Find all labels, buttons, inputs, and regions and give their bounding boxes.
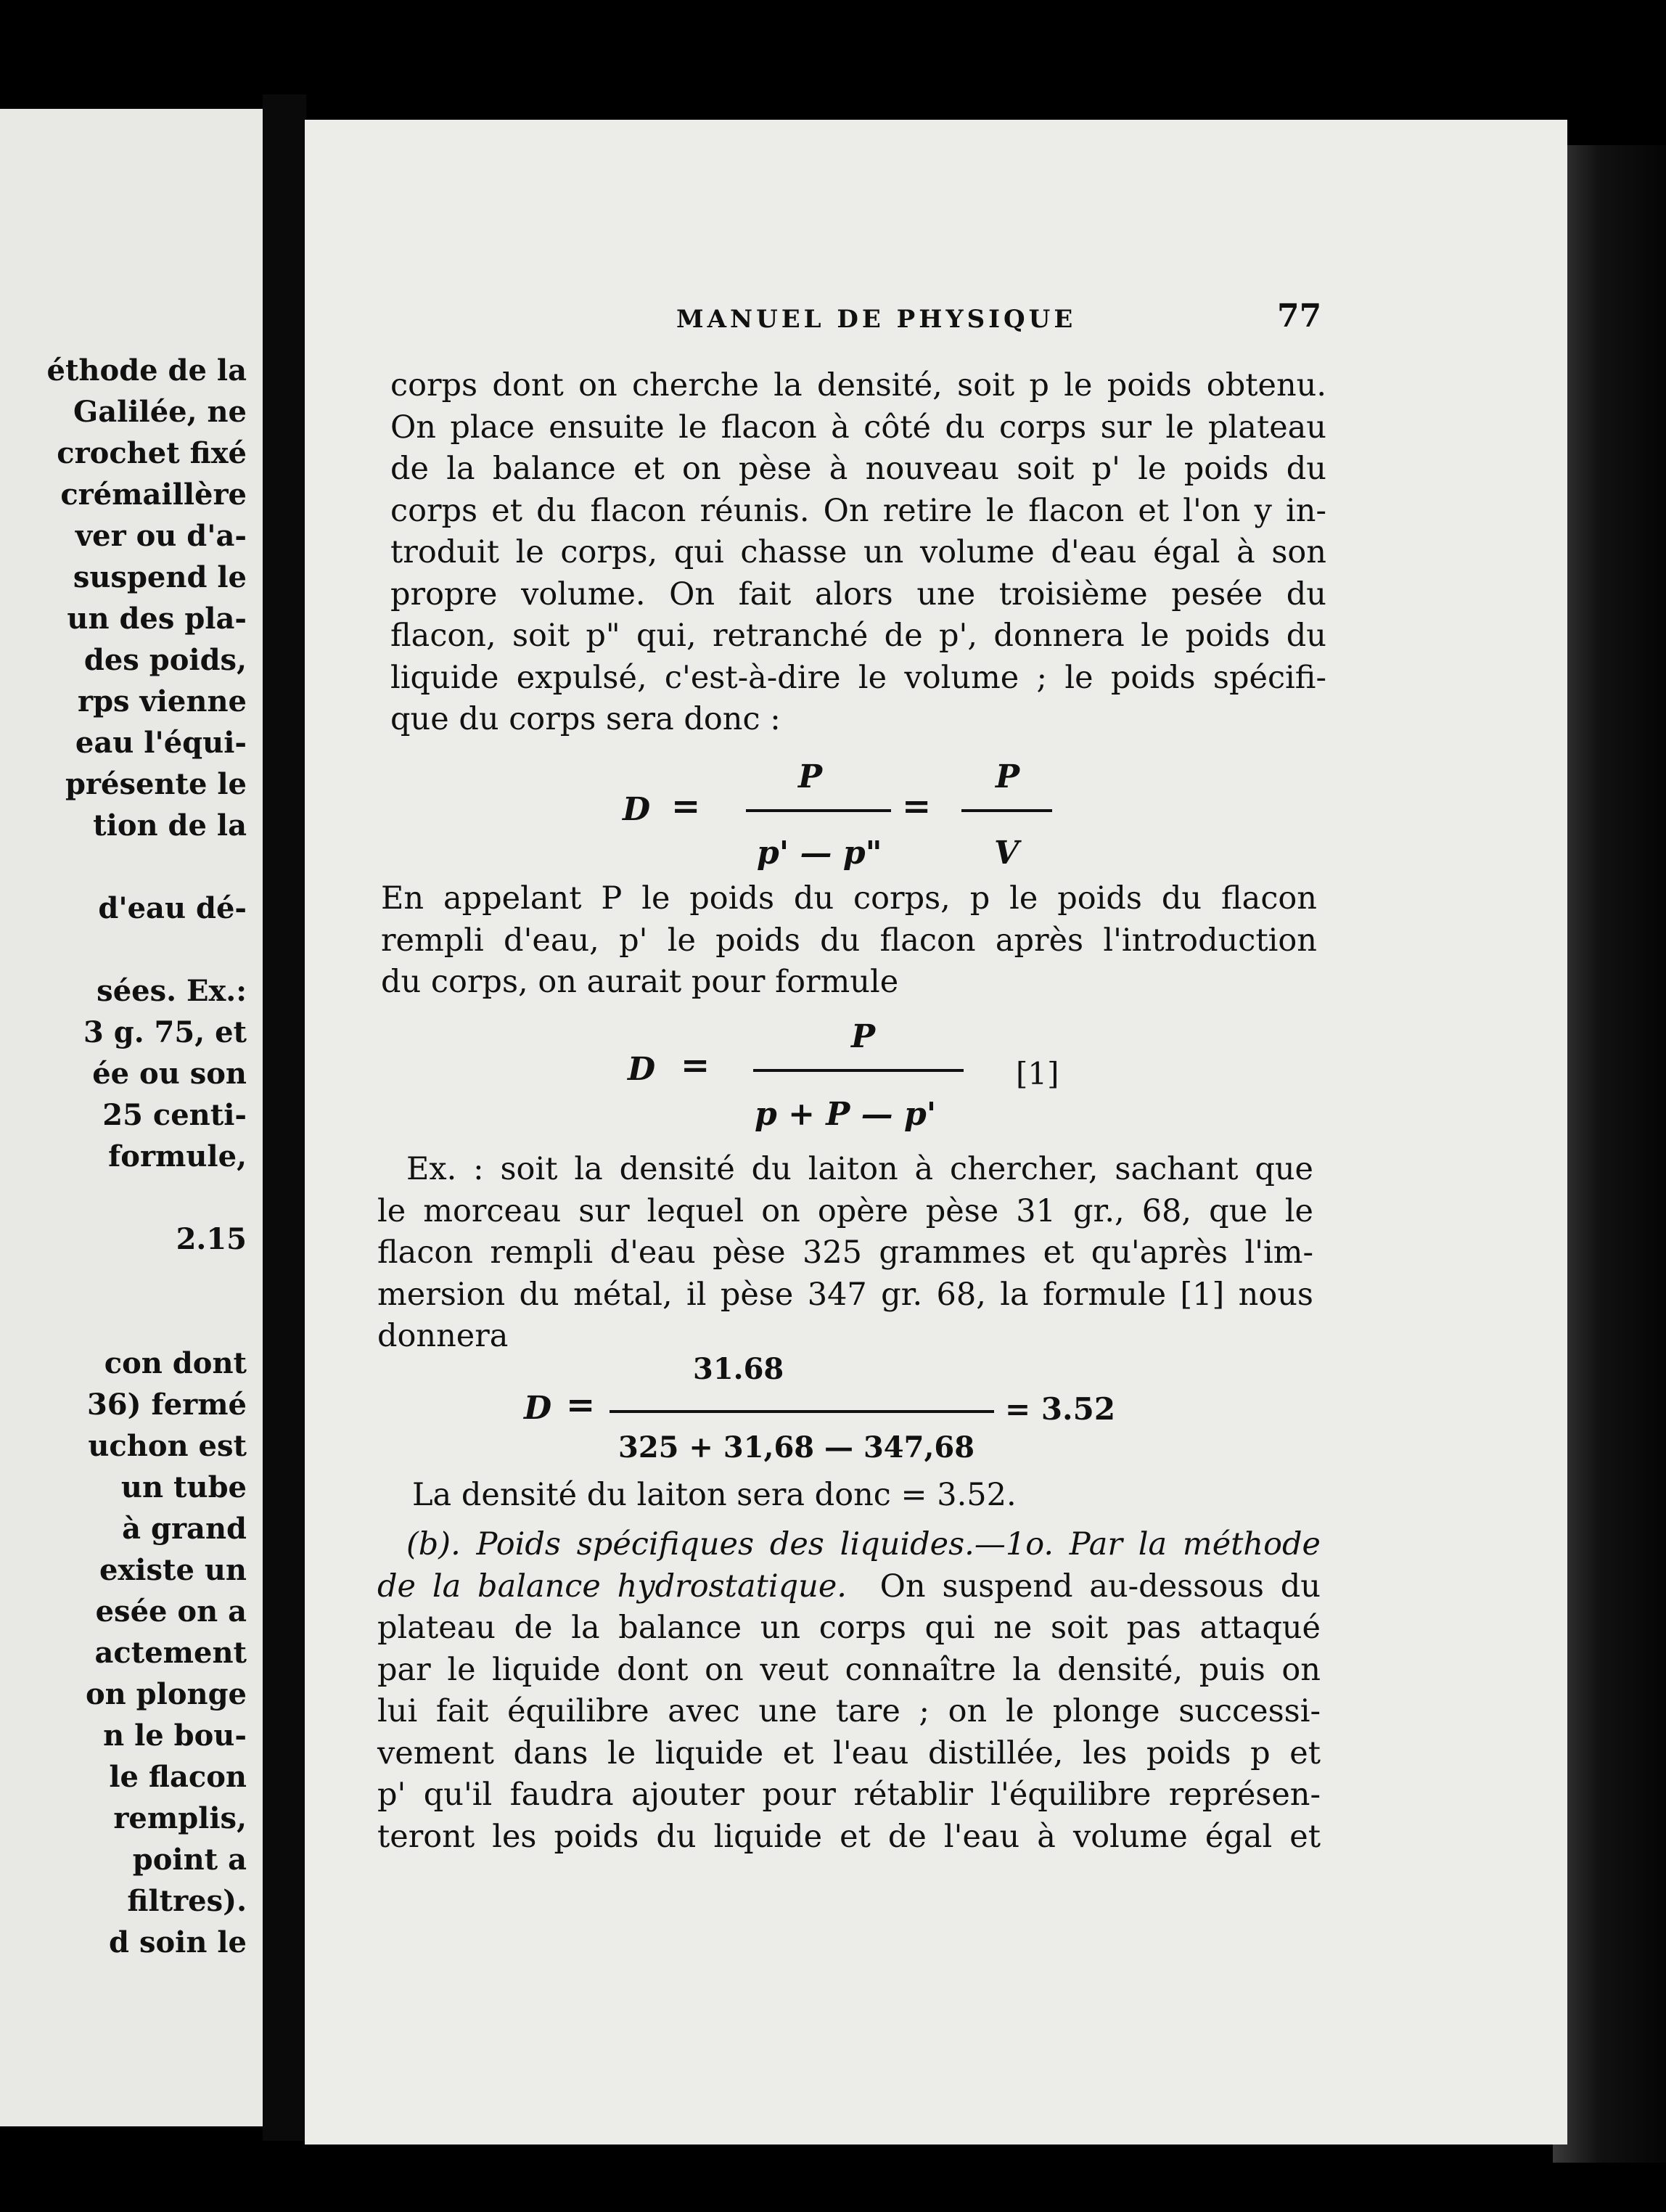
- left-page-line: uchon est: [88, 1429, 247, 1463]
- left-page-line: suspend le: [73, 560, 247, 594]
- left-page-line: point a: [132, 1843, 247, 1877]
- formula-lhs: D: [623, 791, 651, 828]
- text-line: corps et du flacon réunis. On retire le flacon et l'on y in-: [390, 492, 1326, 529]
- paragraph-1: [390, 365, 1326, 741]
- text-line: En appelant P le poids du corps, p le poids du flacon: [381, 880, 1317, 917]
- left-page-line: rps vienne: [78, 684, 247, 718]
- left-page-line: d'eau dé-: [98, 891, 247, 925]
- running-head: MANUEL DE PHYSIQUE: [676, 305, 1077, 334]
- left-page-line: filtres).: [127, 1884, 247, 1918]
- formula-equals: =: [566, 1385, 596, 1425]
- book-gutter: [263, 94, 306, 2141]
- text-line: de la balance et on pèse à nouveau soit p' le poids du: [390, 451, 1326, 487]
- fraction-bar: [753, 1069, 964, 1072]
- formula-result: = 3.52: [1005, 1391, 1116, 1427]
- conclusion-line: La densité du laiton sera donc = 3.52.: [412, 1477, 1017, 1513]
- left-page-line: un tube: [120, 1470, 247, 1504]
- left-page-line: à grand: [122, 1512, 247, 1546]
- text-line: donnera: [377, 1318, 509, 1354]
- left-page-line: Galilée, ne: [73, 395, 247, 429]
- text-line: p' qu'il faudra ajouter pour rétablir l'équilibre représen-: [377, 1777, 1321, 1813]
- left-page-line: eau l'équi-: [75, 726, 247, 760]
- left-page-line: remplis,: [113, 1801, 247, 1835]
- formula-equals: =: [681, 1045, 710, 1086]
- left-page-line: 3 g. 75, et: [83, 1015, 247, 1049]
- text-line: par le liquide dont on veut connaître la densité, puis on: [377, 1651, 1321, 1688]
- formula-numerator: P: [996, 758, 1020, 795]
- text-line: On place ensuite le flacon à côté du corps sur le plateau: [390, 409, 1326, 446]
- text-line: [377, 1566, 1321, 1608]
- page-number: 77: [1277, 298, 1322, 335]
- text-line: rempli d'eau, p' le poids du flacon après l'introduction: [381, 922, 1317, 959]
- text-line-rest: On suspend au-dessous du: [879, 1568, 1321, 1605]
- text-line: lui fait équilibre avec une tare ; on le plonge successi-: [377, 1693, 1321, 1729]
- text-line: liquide expulsé, c'est-à-dire le volume ; le poids spécifi-: [390, 659, 1326, 696]
- formula-denominator: p + P — p': [755, 1096, 937, 1133]
- text-line: flacon, soit p" qui, retranché de p', donnera le poids du: [390, 618, 1326, 654]
- formula-denominator: V: [994, 835, 1019, 872]
- text-line: plateau de la balance un corps qui ne soit pas attaqué: [377, 1610, 1321, 1646]
- fraction-bar: [610, 1410, 994, 1413]
- left-page-line: actement: [94, 1636, 247, 1670]
- fraction-bar: [746, 809, 891, 812]
- fraction-bar: [961, 809, 1052, 812]
- left-page-line: esée on a: [95, 1594, 247, 1629]
- left-page-line: des poids,: [83, 643, 247, 677]
- page-edge-right: [1553, 145, 1666, 2163]
- left-page-line: sées. Ex.:: [97, 974, 247, 1008]
- left-page-line: éthode de la: [46, 353, 247, 388]
- formula-lhs: D: [524, 1390, 552, 1427]
- left-page-line: tion de la: [93, 808, 247, 843]
- text-line: vement dans le liquide et l'eau distillée, les poids p et: [377, 1734, 1321, 1771]
- text-line: teront les poids du liquide et de l'eau à volume égal et: [377, 1818, 1321, 1855]
- left-page-line: 36) fermé: [86, 1388, 247, 1422]
- formula-lhs: D: [628, 1051, 656, 1088]
- main-page: [305, 120, 1567, 2145]
- text-line: troduit le corps, qui chasse un volume d'eau égal à son: [390, 534, 1326, 570]
- left-page-line: ver ou d'a-: [75, 519, 247, 553]
- left-page-line: existe un: [99, 1553, 247, 1587]
- formula-denominator: 325 + 31,68 — 347,68: [618, 1430, 975, 1465]
- left-page-line: 25 centi-: [102, 1098, 247, 1132]
- left-page-line: ée ou son: [92, 1057, 247, 1091]
- left-page-line: n le bou-: [103, 1719, 247, 1753]
- paragraph-3: [377, 1149, 1313, 1358]
- facing-page-left: [0, 109, 263, 2126]
- text-line: corps dont on cherche la densité, soit p le poids obtenu.: [390, 367, 1326, 404]
- formula-numerator: P: [798, 758, 823, 795]
- left-page-line: crémaillère: [60, 478, 247, 512]
- left-page-line: présente le: [65, 767, 247, 801]
- left-page-line: on plonge: [85, 1677, 247, 1711]
- formula-denominator: p' — p": [757, 835, 882, 872]
- text-line: le morceau sur lequel on opère pèse 31 gr., 68, que le: [377, 1192, 1313, 1229]
- paragraph-2: [381, 878, 1317, 1004]
- left-page-line: crochet fixé: [57, 436, 247, 470]
- equation-tag: [1]: [1016, 1056, 1059, 1091]
- left-page-line: con dont: [104, 1346, 247, 1380]
- left-page-line: d soin le: [109, 1925, 247, 1959]
- left-page-line: le flacon: [109, 1760, 247, 1794]
- text-line: propre volume. On fait alors une troisième pesée du: [390, 575, 1326, 613]
- left-page-line: un des pla-: [67, 602, 247, 636]
- left-page-line: 2.15: [176, 1222, 247, 1256]
- left-page-line: formule,: [108, 1139, 247, 1173]
- text-line: que du corps sera donc :: [390, 701, 781, 737]
- paragraph-4: [377, 1524, 1321, 1858]
- text-line: Ex. : soit la densité du laiton à chercher, sachant que: [406, 1151, 1313, 1187]
- text-line: flacon rempli d'eau pèse 325 grammes et qu'après l'im-: [377, 1234, 1313, 1271]
- section-heading: (b). Poids spécifiques des liquides.—1o. Par la méthode: [406, 1526, 1321, 1562]
- formula-equals: =: [671, 786, 701, 827]
- section-heading-cont: de la balance hydrostatique.: [377, 1568, 847, 1605]
- text-line: mersion du métal, il pèse 347 gr. 68, la formule [1] nous: [377, 1276, 1313, 1313]
- text-line: du corps, on aurait pour formule: [381, 964, 899, 1000]
- formula-numerator: 31.68: [693, 1352, 784, 1386]
- formula-equals: =: [902, 786, 932, 827]
- formula-numerator: P: [851, 1018, 876, 1055]
